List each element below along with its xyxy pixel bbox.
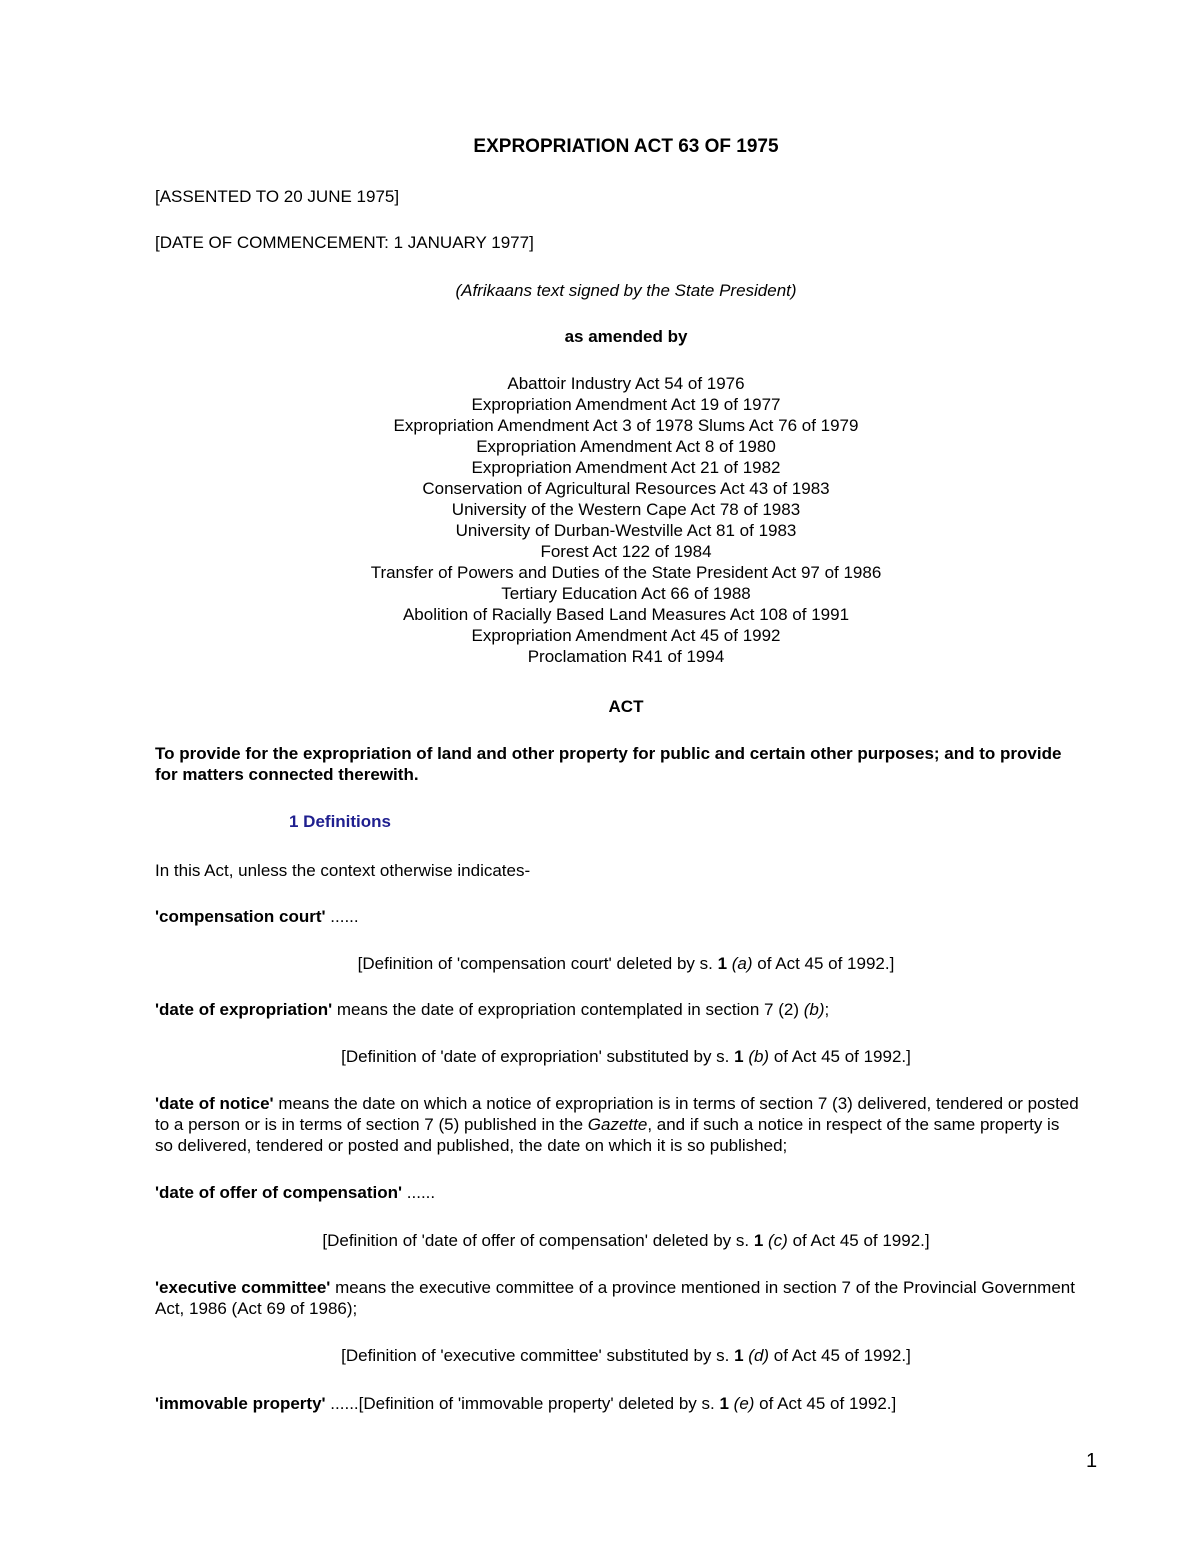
note-text: of Act 45 of 1992.] bbox=[769, 1047, 911, 1066]
amendment-note bbox=[155, 1230, 1097, 1251]
amendment-item: Abattoir Industry Act 54 of 1976 bbox=[507, 374, 745, 393]
definition-term: 'executive committee' bbox=[155, 1278, 331, 1297]
amendment-note bbox=[155, 953, 1097, 974]
definition-date-of-offer bbox=[155, 1182, 1080, 1203]
definition-text: means the date of expropriation contemplated in section 7 (2) bbox=[332, 1000, 804, 1019]
amendment-item: Expropriation Amendment Act 45 of 1992 bbox=[471, 626, 781, 645]
page-number: 1 bbox=[1086, 1450, 1098, 1472]
note-text: [Definition of 'executive committee' substituted by s. bbox=[341, 1346, 735, 1365]
note-text: of Act 45 of 1992.] bbox=[752, 954, 895, 973]
amendments-list bbox=[155, 373, 1097, 667]
definition-compensation-court bbox=[155, 906, 1080, 927]
note-para: (e) bbox=[728, 1394, 755, 1413]
definition-text: , and if such a notice in respect of the same property is so delivered, tendered or posted and published, the date on which it is so published; bbox=[155, 1115, 1060, 1155]
definition-text: ......[Definition of 'immovable property' deleted by s. bbox=[325, 1394, 720, 1413]
amendment-item: University of Durban-Westville Act 81 of 1983 bbox=[455, 521, 797, 540]
note-section: 1 bbox=[734, 1047, 744, 1066]
amendment-item: Expropriation Amendment Act 8 of 1980 bbox=[476, 437, 776, 456]
assented-date: [ASSENTED TO 20 JUNE 1975] bbox=[155, 187, 400, 206]
definition-term: 'date of offer of compensation' bbox=[155, 1183, 403, 1202]
amendment-item: Conservation of Agricultural Resources Act 43 of 1983 bbox=[422, 479, 830, 498]
definition-text: means the date on which a notice of expropriation is in terms of section 7 (3) delivered, tendered or posted to a person or is in terms of section 7 (5) published in the bbox=[155, 1094, 1079, 1134]
commencement-date: [DATE OF COMMENCEMENT: 1 JANUARY 1977] bbox=[155, 233, 534, 252]
act-heading: ACT bbox=[608, 697, 644, 716]
amendment-item: Expropriation Amendment Act 3 of 1978 Slums Act 76 of 1979 bbox=[393, 416, 859, 435]
definition-text: ; bbox=[824, 1000, 830, 1019]
amendment-item: Expropriation Amendment Act 19 of 1977 bbox=[471, 395, 781, 414]
amendment-item: Expropriation Amendment Act 21 of 1982 bbox=[471, 458, 781, 477]
definition-text: ...... bbox=[325, 907, 359, 926]
note-text: of Act 45 of 1992.] bbox=[769, 1346, 911, 1365]
note-section: 1 bbox=[753, 1231, 764, 1250]
note-para: (a) bbox=[727, 954, 753, 973]
note-text: [Definition of 'date of offer of compensation' deleted by s. bbox=[322, 1231, 754, 1250]
definition-italic: Gazette bbox=[587, 1115, 648, 1134]
amendment-note bbox=[155, 1046, 1097, 1067]
note-para: (b) bbox=[743, 1047, 770, 1066]
definition-term: 'compensation court' bbox=[155, 907, 326, 926]
definition-term: 'immovable property' bbox=[155, 1394, 326, 1413]
definitions-intro: In this Act, unless the context otherwise indicates- bbox=[155, 861, 531, 880]
definition-text: means the executive committee of a province mentioned in section 7 of the Provincial Government Act, 1986 (Act 69 of 1986); bbox=[155, 1278, 1075, 1318]
note-section: 1 bbox=[734, 1346, 744, 1365]
definition-term: 'date of expropriation' bbox=[155, 1000, 333, 1019]
amendment-note bbox=[155, 1345, 1097, 1366]
amendment-item: Proclamation R41 of 1994 bbox=[527, 647, 725, 666]
amended-by-heading: as amended by bbox=[564, 327, 688, 346]
definition-date-of-expropriation bbox=[155, 999, 1080, 1020]
note-text: of Act 45 of 1992.] bbox=[754, 1394, 897, 1413]
section-heading: 1 Definitions bbox=[289, 812, 392, 831]
amendment-item: Forest Act 122 of 1984 bbox=[540, 542, 712, 561]
afrikaans-note: (Afrikaans text signed by the State President) bbox=[455, 281, 797, 300]
definition-date-of-notice bbox=[155, 1093, 1080, 1156]
note-para: (d) bbox=[743, 1346, 770, 1365]
document-title: EXPROPRIATION ACT 63 OF 1975 bbox=[473, 136, 779, 157]
note-text: [Definition of 'date of expropriation' substituted by s. bbox=[341, 1047, 735, 1066]
note-section: 1 bbox=[719, 1394, 729, 1413]
definition-immovable-property bbox=[155, 1393, 1080, 1414]
amendment-item: Abolition of Racially Based Land Measures Act 108 of 1991 bbox=[402, 605, 850, 624]
definition-executive-committee bbox=[155, 1277, 1080, 1319]
definition-text: ...... bbox=[402, 1183, 436, 1202]
note-text: [Definition of 'compensation court' deleted by s. bbox=[357, 954, 718, 973]
note-section: 1 bbox=[717, 954, 728, 973]
amendment-item: Transfer of Powers and Duties of the State President Act 97 of 1986 bbox=[370, 563, 882, 582]
note-para: (c) bbox=[763, 1231, 788, 1250]
amendment-item: Tertiary Education Act 66 of 1988 bbox=[501, 584, 751, 603]
definition-italic: (b) bbox=[803, 1000, 825, 1019]
note-text: of Act 45 of 1992.] bbox=[787, 1231, 930, 1250]
act-purpose: To provide for the expropriation of land and other property for public and certain other purposes; and to provide for matters connected therewith. bbox=[155, 744, 1062, 784]
amendment-item: University of the Western Cape Act 78 of 1983 bbox=[451, 500, 801, 519]
definition-term: 'date of notice' bbox=[155, 1094, 274, 1113]
